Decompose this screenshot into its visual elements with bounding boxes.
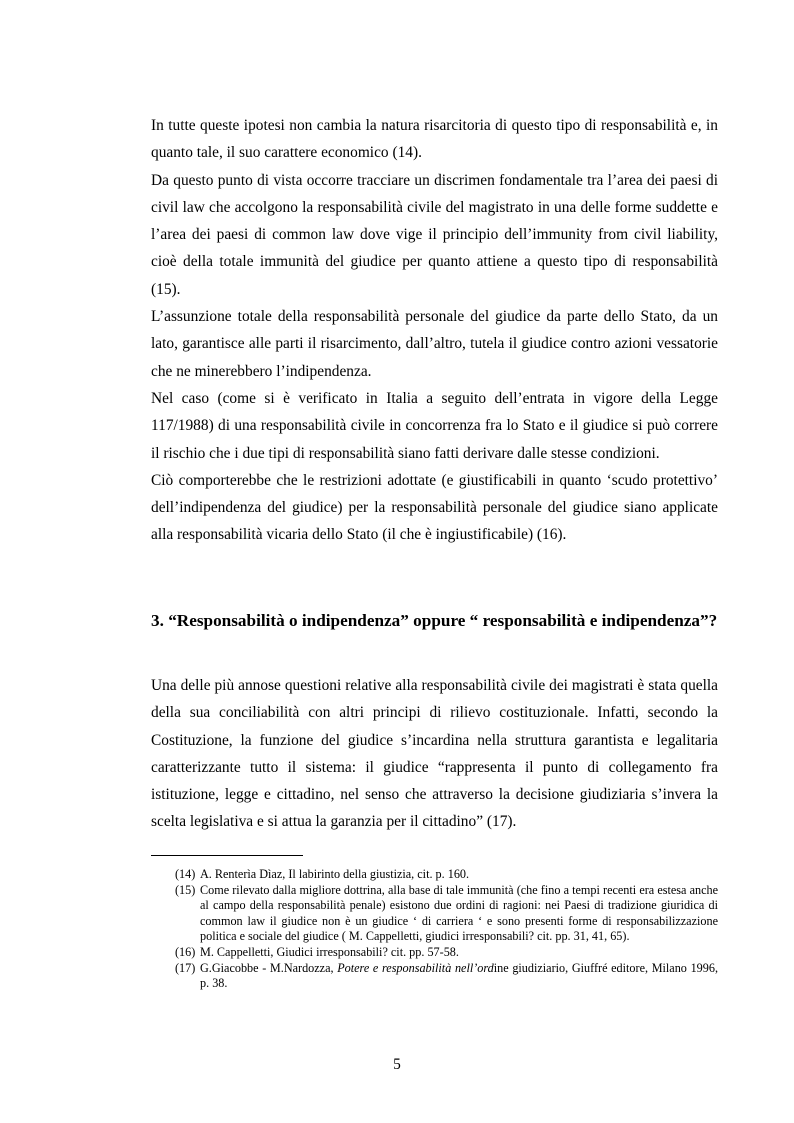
footnote-text: A. Renterìa Dìaz, Il labirinto della giustizia, cit. p. 160. [200,867,470,881]
page-number: 5 [393,1056,401,1073]
section-heading: 3. “Responsabilità o indipendenza” oppure “ responsabilità e indipendenza”? [151,611,718,630]
footnote-text-prefix: G.Giacobbe - M.Nardozza, [200,960,338,975]
footnote [175,883,718,945]
footnote-number: (17) [175,960,196,975]
footnote [175,867,718,883]
footnote-number: (15) [175,882,196,897]
footnote-number: (14) [175,867,196,881]
main-text [151,112,718,549]
footnote [175,961,718,992]
footnote-number: (16) [175,944,196,959]
paragraph: In tutte queste ipotesi non cambia la natura risarcitoria di questo tipo di responsabilità e, in quanto tale, il suo carattere economico (14). [151,117,718,162]
paragraph: Nel caso (come si è verificato in Italia a seguito dell’entrata in vigore della Legge 117/1988) di una responsabilità civile in concorrenza fra lo Stato e il giudice si può correre il rischio che i due tipi di responsabilità siano fatti derivare dalle stesse condizioni. [151,389,718,462]
footnote-title-italic: Potere e responsabilità nell’ord [337,960,494,975]
footnote [175,945,718,961]
footnote-text-suffix: ine giudiziario, Giuffré editore, Milano 1996, p. 38. [200,960,718,991]
footnote-divider [151,855,303,856]
paragraph: Da questo punto di vista occorre tracciare un discrimen fondamentale tra l’area dei paesi di civil law che accolgono la responsabilità civile del magistrato in una delle forme suddette e l’area dei paesi di common law dove vige il principio dell’immunity from civil liability, cioè della totale immunità del giudice per quanto attiene a questo tipo di responsabilità (15). [151,171,718,298]
paragraph: Ciò comporterebbe che le restrizioni adottate (e giustificabili in quanto ‘scudo protettivo’ dell’indipendenza del giudice) per la responsabilità personale del giudice siano applicate alla responsabilità vicaria dello Stato (il che è ingiustificabile) (16). [151,471,718,544]
footnotes [175,867,718,992]
paragraph: Una delle più annose questioni relative alla responsabilità civile dei magistrati è stata quella della sua conciliabilità con altri principi di rilievo costituzionale. Infatti, secondo la Costituzione, la funzione del giudice s’incardina nella struttura garantista e legalitaria caratterizzante tutto il sistema: il giudice “rappresenta il punto di collegamento fra istituzione, legge e cittadino, nel senso che attraverso la decisione giudiziaria s’invera la scelta legislativa e si attua la garanzia per il cittadino” (17). [151,677,718,831]
footnote-text [200,961,718,992]
paragraph: L’assunzione totale della responsabilità personale del giudice da parte dello Stato, da un lato, garantisce alle parti il risarcimento, dall’altro, tutela il giudice contro azioni vessatorie che ne minerebbero l’indipendenza. [151,308,718,380]
footnote-text: M. Cappelletti, Giudici irresponsabili? cit. pp. 57-58. [200,944,459,959]
section-text [151,672,718,836]
footnote-text: Come rilevato dalla migliore dottrina, alla base di tale immunità (che fino a tempi recenti era estesa anche al campo della responsabilità penale) esistono due ordini di ragioni: nei Paesi di tradizione giuridica di common law il giudice non è un giudice ‘ di carriera ‘ e sono presenti forme di responsabilizzazione politica e sociale del giudice ( M. Cappelletti, giudici irresponsabili? cit. pp. 31, 41, 65). [200,882,718,944]
